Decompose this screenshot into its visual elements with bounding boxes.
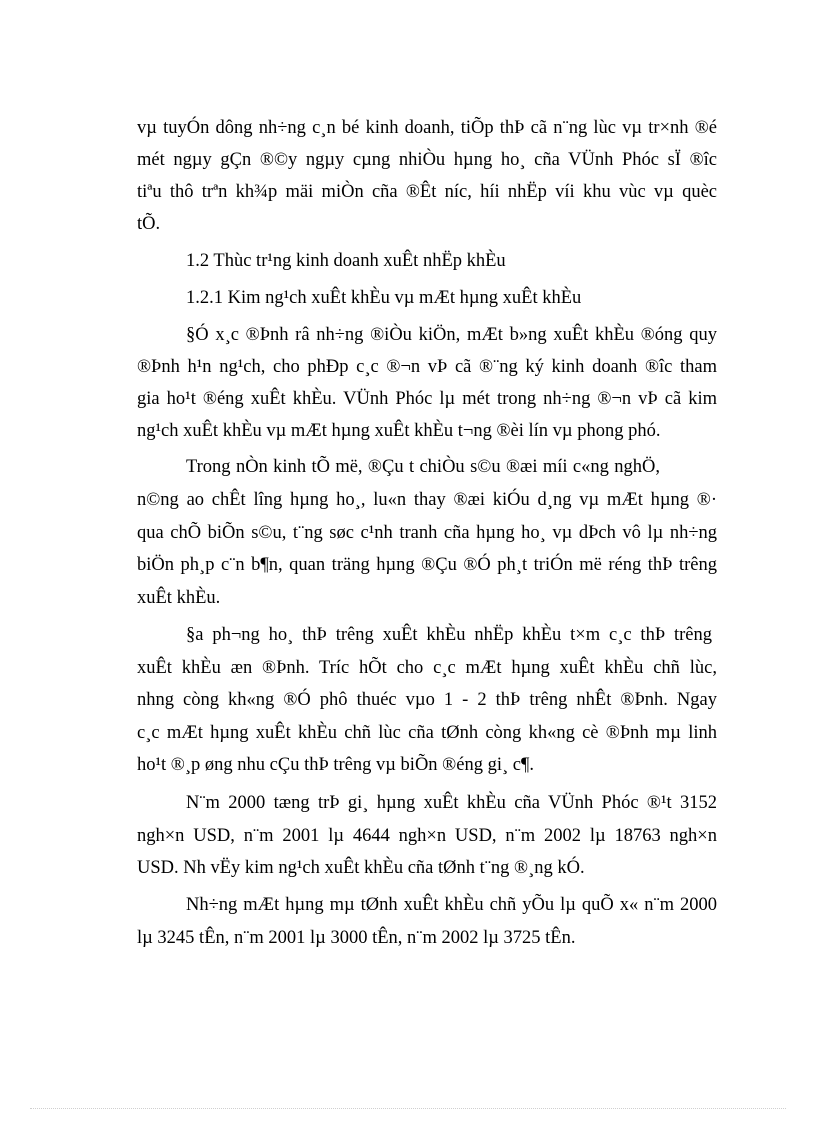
text-line: Nh÷ng mÆt hµng mµ tØnh xuÊt khÈu chñ yÕu lµ quÕ x« n¨m 2000 (186, 895, 717, 915)
text-line: xuÊt khÈu. (137, 588, 221, 608)
text-line: ®Þnh h¹n ng¹ch, cho phÐp c¸c ®¬n vÞ cã ®¨ng ký kinh doanh ®îc tham (137, 357, 717, 377)
text-line: mét ngµy gÇn ®©y ngµy cµng nhiÒu hµng ho¸ cña VÜnh Phóc sÏ ®îc (137, 150, 717, 170)
text-line: n©ng ao chÊt lîng hµng ho¸, lu«n thay ®æi kiÓu d¸ng vµ mÆt hµng ®· (137, 490, 717, 510)
text-line: lµ 3245 tÊn, n¨m 2001 lµ 3000 tÊn, n¨m 2002 lµ 3725 tÊn. (137, 928, 576, 948)
text-line: ng¹ch xuÊt khÈu vµ mÆt hµng xuÊt khÈu t¬ng ®èi lín vµ phong phó. (137, 421, 661, 441)
text-line: nhng còng kh«ng ®Ó phô thuéc vµo 1 - 2 thÞ trêng nhÊt ®Þnh. Ngay (137, 690, 717, 710)
text-line: tiªu thô trªn kh¾p mäi miÒn cña ®Êt níc, híi nhËp víi khu vùc vµ quèc (137, 182, 717, 202)
page-bottom-rule (30, 1108, 786, 1109)
text-line: gia ho¹t ®éng xuÊt khÈu. VÜnh Phóc lµ mét trong nh÷ng ®¬n vÞ cã kim (137, 389, 717, 409)
text-line: biÖn ph¸p c¨n b¶n, quan träng hµng ®Çu ®Ó ph¸t triÓn më réng thÞ trêng (137, 555, 717, 575)
text-line: Trong nÒn kinh tÕ më, ®Çu t chiÒu s©u ®æi míi c«ng nghÖ, (186, 457, 660, 477)
text-line: USD. Nh vËy kim ng¹ch xuÊt khÈu cña tØnh t¨ng ®¸ng kÓ. (137, 858, 585, 878)
text-line: N¨m 2000 tæng trÞ gi¸ hµng xuÊt khÈu cña VÜnh Phóc ®¹t 3152 (186, 793, 717, 813)
text-line: c¸c mÆt hµng xuÊt khÈu chñ lùc cña tØnh còng kh«ng cè ®Þnh mµ linh (137, 723, 717, 743)
text-line: ho¹t ®¸p øng nhu cÇu thÞ trêng vµ biÕn ®éng gi¸ c¶. (137, 755, 534, 775)
text-line: xuÊt khÈu æn ®Þnh. Tríc hÕt cho c¸c mÆt hµng xuÊt khÈu chñ lùc, (137, 658, 717, 678)
text-line: §a ph¬ng ho¸ thÞ trêng xuÊt khÈu nhËp khÈu t×m c¸c thÞ trêng (186, 625, 712, 645)
text-line: ngh×n USD, n¨m 2001 lµ 4644 ngh×n USD, n¨m 2002 lµ 18763 ngh×n (137, 826, 717, 846)
section-heading: 1.2 Thùc tr¹ng kinh doanh xuÊt nhËp khÈu (186, 251, 506, 271)
subsection-heading: 1.2.1 Kim ng¹ch xuÊt khÈu vµ mÆt hµng xuÊt khÈu (186, 288, 582, 308)
text-line: §Ó x¸c ®Þnh râ nh÷ng ®iÒu kiÖn, mÆt b»ng xuÊt khÈu ®óng quy (186, 325, 717, 345)
text-line: vµ tuyÓn dông nh÷ng c¸n bé kinh doanh, tiÕp thÞ cã n¨ng lùc vµ tr×nh ®é (137, 118, 717, 138)
text-line: qua chÕ biÕn s©u, t¨ng søc c¹nh tranh cña hµng ho¸ vµ dÞch vô lµ nh÷ng (137, 523, 717, 543)
text-line: tÕ. (137, 214, 161, 234)
